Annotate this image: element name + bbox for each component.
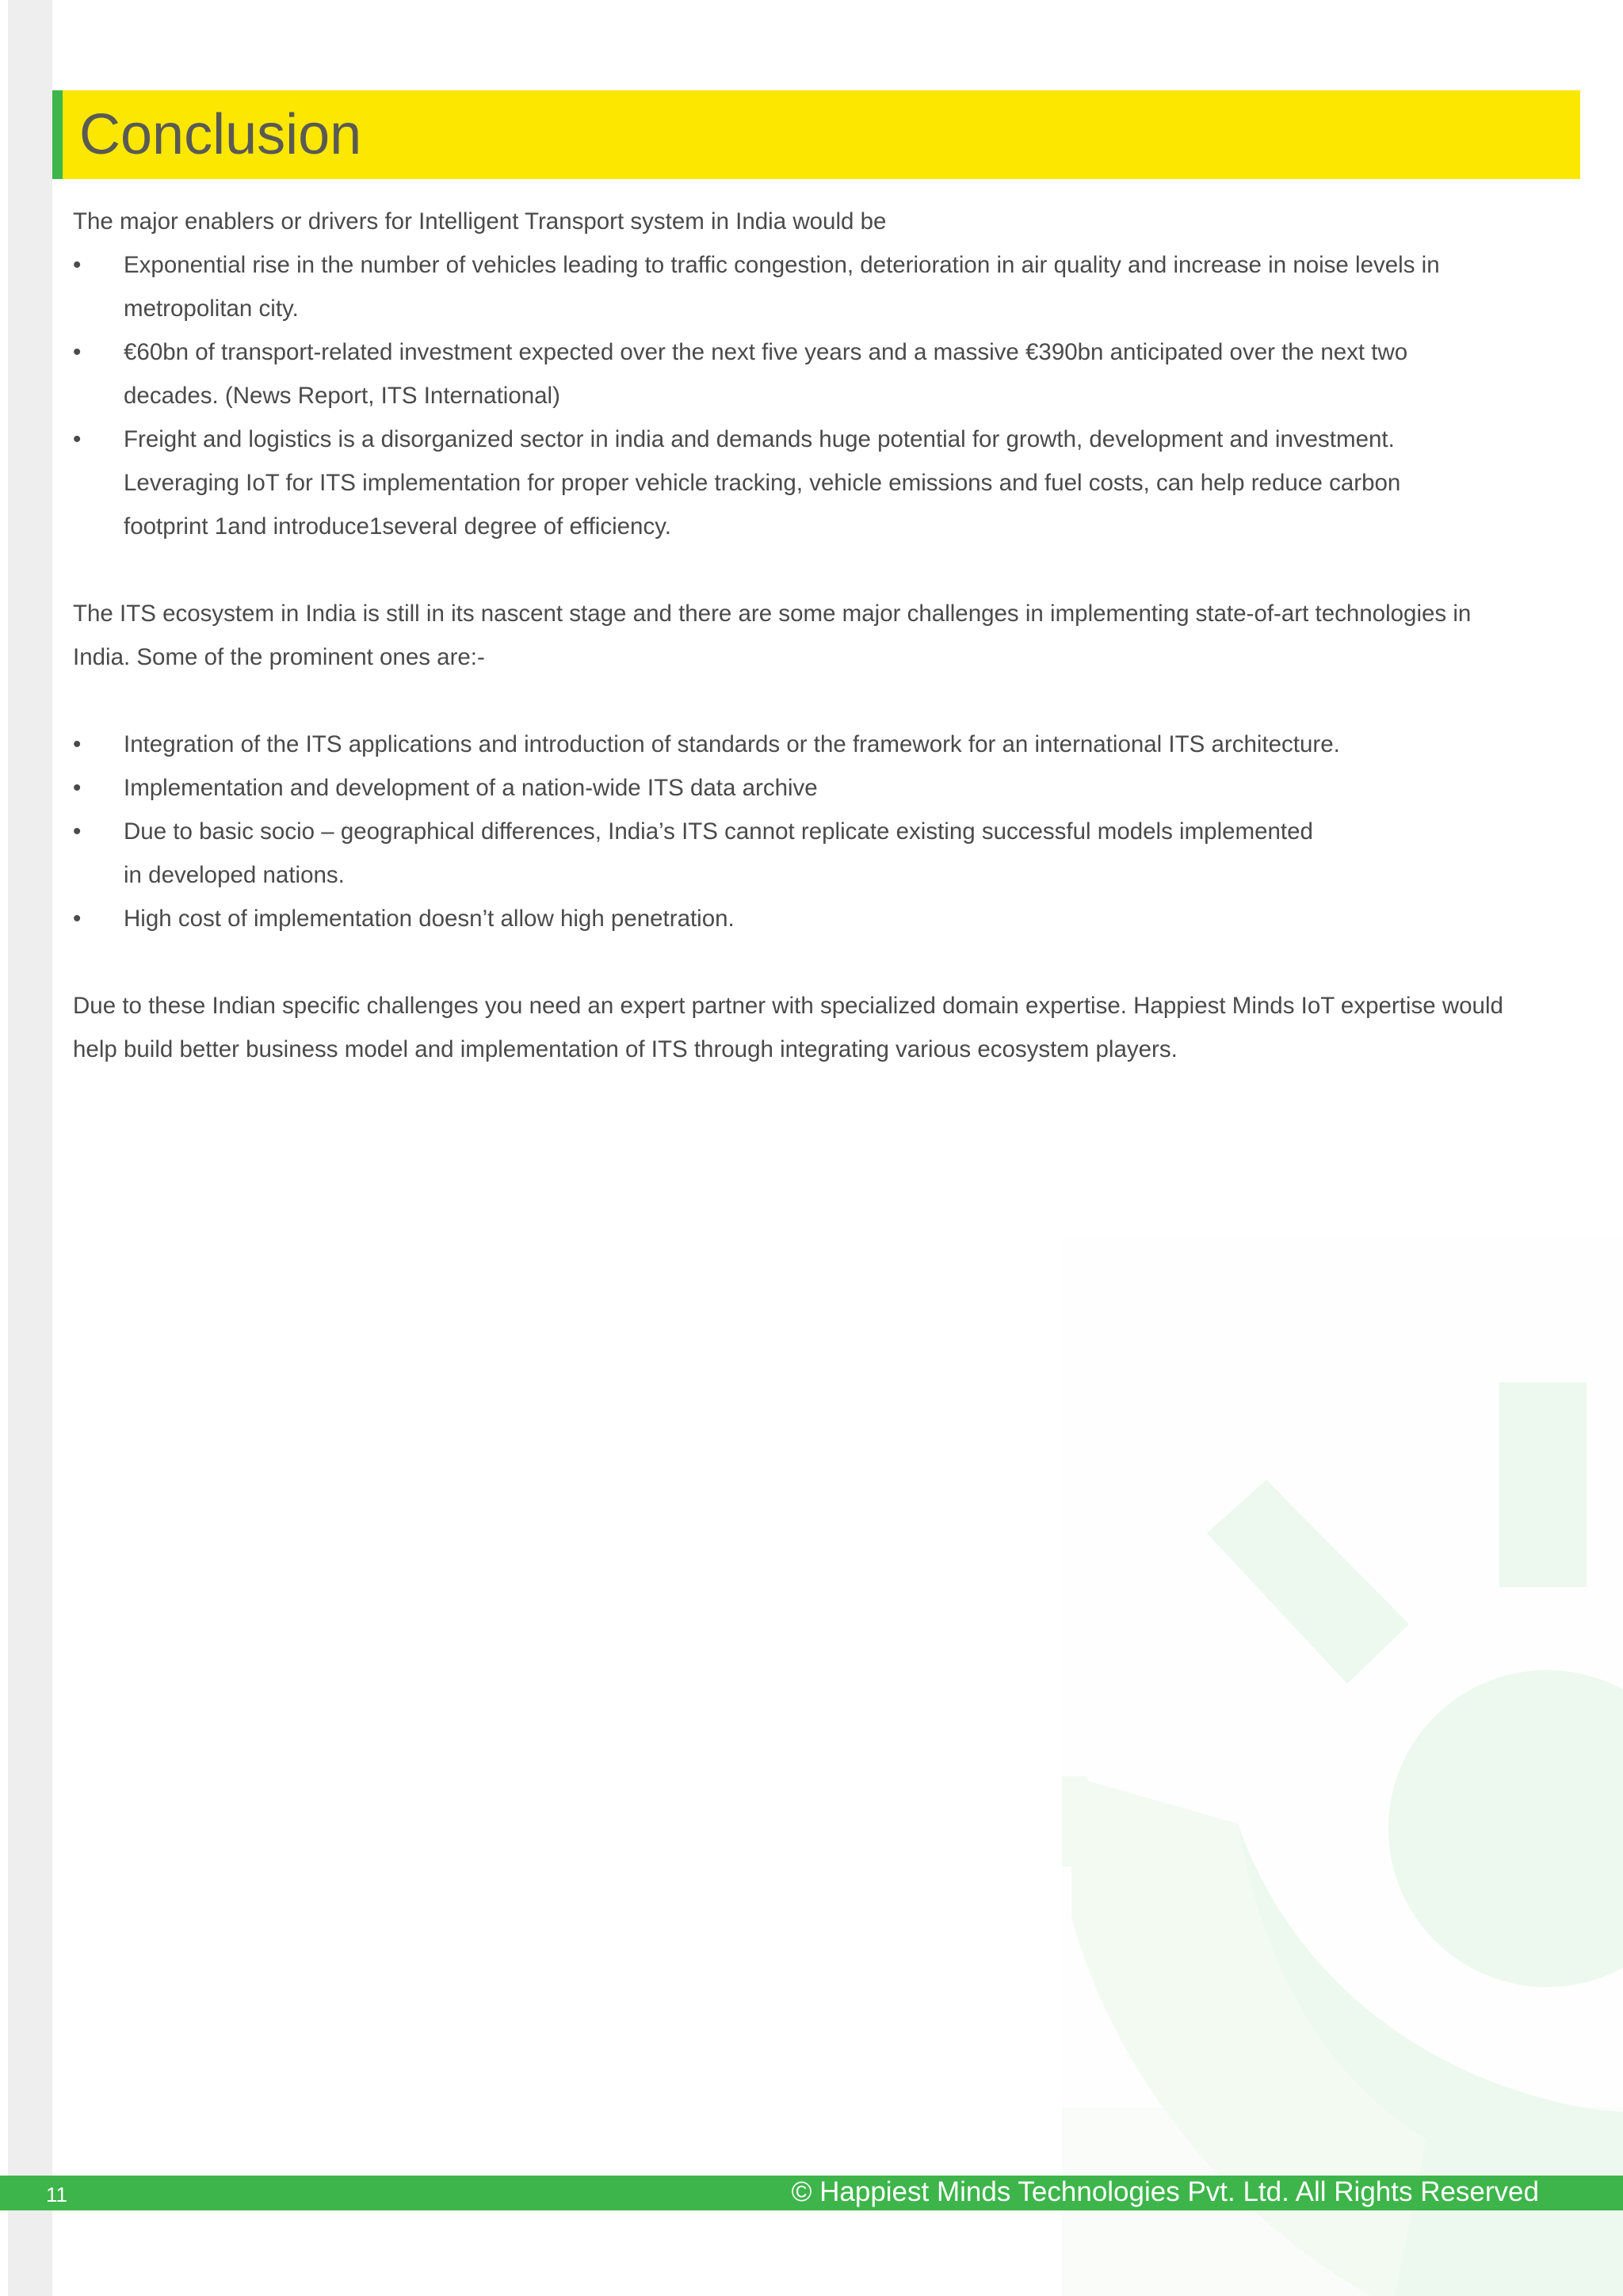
bullet-icon: •: [73, 906, 82, 932]
list-item-line: footprint 1and introduce1several degree of efficiency.: [124, 513, 671, 540]
list-item-line: Integration of the ITS applications and introduction of standards or the framework for an international ITS architecture.: [124, 731, 1340, 757]
list-item-line: Freight and logistics is a disorganized sector in india and demands huge potential for growth, development and investment.: [124, 426, 1395, 452]
copyright-notice: © Happiest Minds Technologies Pvt. Ltd. All Rights Reserved: [791, 2176, 1539, 2207]
bullet-icon: •: [73, 252, 82, 278]
list-item-line: Due to basic socio – geographical differences, India’s ITS cannot replicate existing successful models implemented: [124, 818, 1313, 845]
list-item: [73, 897, 1579, 940]
section-heading-bar: [52, 90, 1580, 179]
list-item-line: metropolitan city.: [124, 296, 299, 322]
list-item: [73, 418, 1579, 548]
list-item: [73, 243, 1579, 330]
list-item-line: in developed nations.: [124, 862, 345, 888]
closing-paragraph-line: Due to these Indian specific challenges you need an expert partner with specialized domain expertise. Happiest Minds IoT expertise would: [73, 993, 1503, 1019]
bullet-icon: •: [73, 339, 82, 365]
challenges-intro-line: India. Some of the prominent ones are:-: [73, 644, 485, 670]
list-item-line: decades. (News Report, ITS International): [124, 383, 560, 409]
page-number: 11: [46, 2183, 67, 2206]
list-item: [73, 330, 1579, 418]
list-item-line: Implementation and development of a nation-wide ITS data archive: [124, 775, 818, 801]
bullet-icon: •: [73, 818, 82, 845]
bullet-icon: •: [73, 775, 82, 801]
list-item-line: Leveraging IoT for ITS implementation for proper vehicle tracking, vehicle emissions and fuel costs, can help reduce carbon: [124, 470, 1401, 496]
intro-paragraph: The major enablers or drivers for Intelligent Transport system in India would be: [73, 208, 887, 235]
bullet-icon: •: [73, 731, 82, 757]
heading-accent-stripe: [52, 90, 63, 179]
page-title: Conclusion: [79, 103, 362, 166]
body-content: [73, 200, 1579, 1071]
list-item: [73, 766, 1579, 810]
list-item-line: High cost of implementation doesn’t allow high penetration.: [124, 906, 735, 932]
footer-bar: [0, 2176, 1623, 2210]
list-item-line: Exponential rise in the number of vehicles leading to traffic congestion, deterioration in air quality and increase in noise levels in: [124, 252, 1440, 278]
bullet-icon: •: [73, 426, 82, 452]
closing-paragraph-line: help build better business model and implementation of ITS through integrating various ecosystem players.: [73, 1036, 1178, 1062]
list-item: [73, 810, 1579, 897]
challenges-intro-line: The ITS ecosystem in India is still in its nascent stage and there are some major challenges in implementing state-of-art technologies in: [73, 601, 1472, 627]
list-item-line: €60bn of transport-related investment expected over the next five years and a massive €390bn anticipated over the next two: [124, 339, 1408, 365]
list-item: [73, 723, 1579, 766]
